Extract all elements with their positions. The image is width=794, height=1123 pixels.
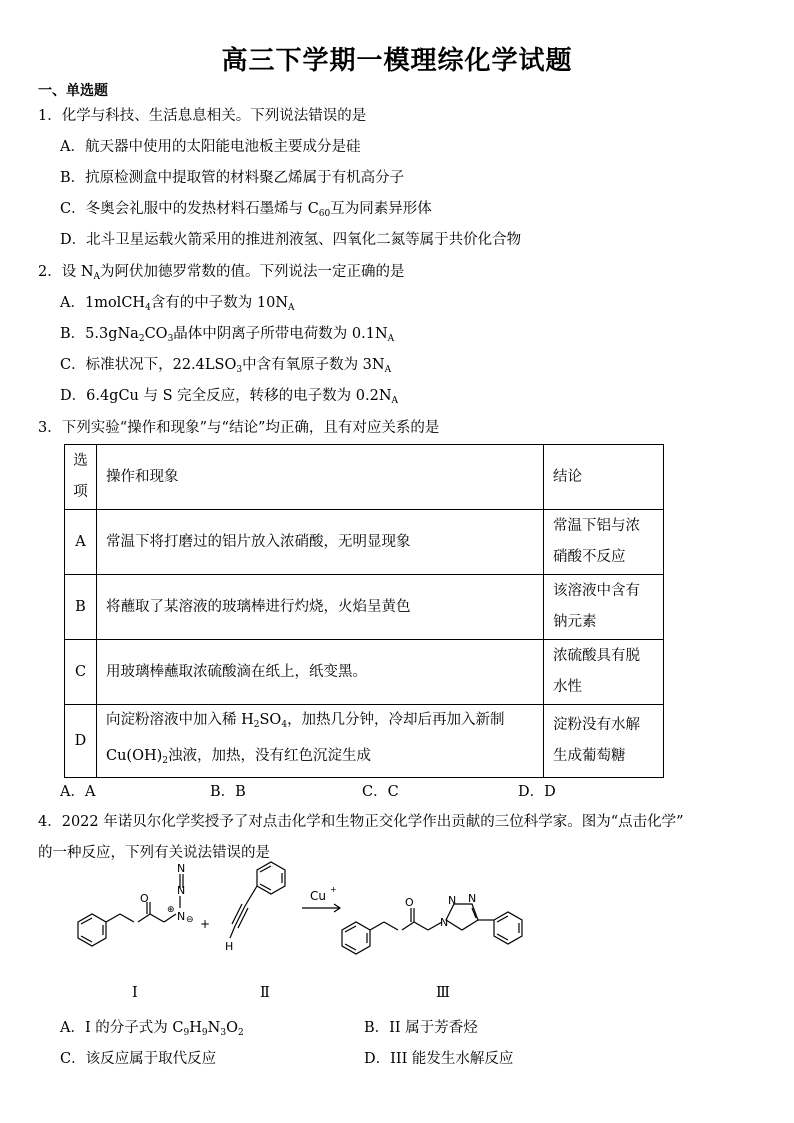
table-header-row [65,445,664,510]
svg-text:H: H [225,940,234,953]
triazole-ring [446,904,478,930]
q3-stem: 3．下列实验“操作和现象”与“结论”均正确，且有对应关系的是 [38,420,440,436]
label-I: Ⅰ [132,985,138,1001]
q3-table [64,444,664,778]
q1-option-b: B．抗原检测盒中提取管的材料聚乙烯属于有机高分子 [60,170,405,186]
q1-option-d: D．北斗卫星运载火箭采用的推进剂液氢、四氧化二氮等属于共价化合物 [60,232,522,248]
svg-text:⊕: ⊕ [167,905,175,915]
q4-stem-line2: 的一种反应，下列有关说法错误的是 [38,845,270,861]
q2-option-c: C．标准状况下，$22.4LSO_3$中含有氧原子数为 $3N_A$ [60,357,392,375]
label-II: Ⅱ [260,985,270,1001]
header-conclusion: 结论 [544,445,664,510]
q4-option-d: D．III 能发生水解反应 [364,1051,514,1067]
svg-text:N: N [177,910,186,923]
q4-option-a: A．I 的分子式为 $C_9H_9N_3O_2$ [60,1020,244,1038]
q4-option-c: C．该反应属于取代反应 [60,1051,217,1067]
table-row: A 常温下将打磨过的铝片放入浓硝酸，无明显现象 常温下铝与浓 硝酸不反应 [65,510,664,575]
q4-option-b: B．II 属于芳香烃 [364,1020,478,1036]
benzene-ring-1 [78,914,106,946]
benzene-ring-3 [342,922,370,954]
svg-text:O: O [140,892,149,905]
q1-stem: 1．化学与科技、生活息息相关。下列说法错误的是 [38,108,367,124]
svg-text:+: + [330,885,337,894]
svg-text:N: N [468,892,477,905]
header-option: 选 项 [65,445,97,510]
table-row: B 将蘸取了某溶液的玻璃棒进行灼烧，火焰呈黄色 该溶液中含有 钠元素 [65,575,664,640]
header-operation: 操作和现象 [97,445,544,510]
q2-option-a: A．1molCH$_4$含有的中子数为 $10N_A$ [60,295,295,313]
page-title: 高三下学期一模理综化学试题 [221,46,573,76]
svg-text:N: N [440,916,449,929]
q2-option-d: D．6.4gCu 与 S 完全反应，转移的电子数为 $0.2N_A$ [60,388,399,406]
svg-text:⊖: ⊖ [186,915,194,925]
table-row: C 用玻璃棒蘸取浓硫酸滴在纸上，纸变黑。 浓硫酸具有脱 水性 [65,640,664,705]
q4-stem-line1: 4．2022 年诺贝尔化学奖授予了对点击化学和生物正交化学作出贡献的三位科学家。图为“点击化学” [38,814,684,830]
q3-answer-c: C．C [362,784,399,800]
q3-answer-a: A．A [60,784,96,800]
q3-answer-b: B．B [210,784,246,800]
section-heading: 一、单选题 [38,83,108,99]
q1-option-a: A．航天器中使用的太阳能电池板主要成分是硅 [60,139,361,155]
benzene-ring-2 [257,862,285,894]
svg-text:N: N [177,862,186,875]
q2-stem: 2．设 $N_A$为阿伏加德罗常数的值。下列说法一定正确的是 [38,264,405,282]
svg-text:Cu: Cu [310,889,326,903]
q3-answer-d: D．D [518,784,556,800]
reaction-scheme [50,850,570,1015]
q1-option-c: C．冬奥会礼服中的发热材料石墨烯与 $C_{60}$互为同素异形体 [60,201,432,219]
table-row: D 向淀粉溶液中加入稀 $H_2SO_4$，加热几分钟，冷却后再加入新制 $Cu(OH)_2$浊液，加热，没有红色沉淀生成 淀粉没有水解 生成葡萄糖 [65,705,664,778]
svg-text:N: N [448,894,457,907]
svg-text:+: + [200,917,211,931]
svg-text:N: N [177,884,186,897]
label-III: Ⅲ [436,985,450,1001]
q2-option-b: B．$5.3gNa_2CO_3$晶体中阴离子所带电荷数为 $0.1N_A$ [60,326,395,344]
svg-text:O: O [405,896,414,909]
benzene-ring-4 [494,912,522,944]
